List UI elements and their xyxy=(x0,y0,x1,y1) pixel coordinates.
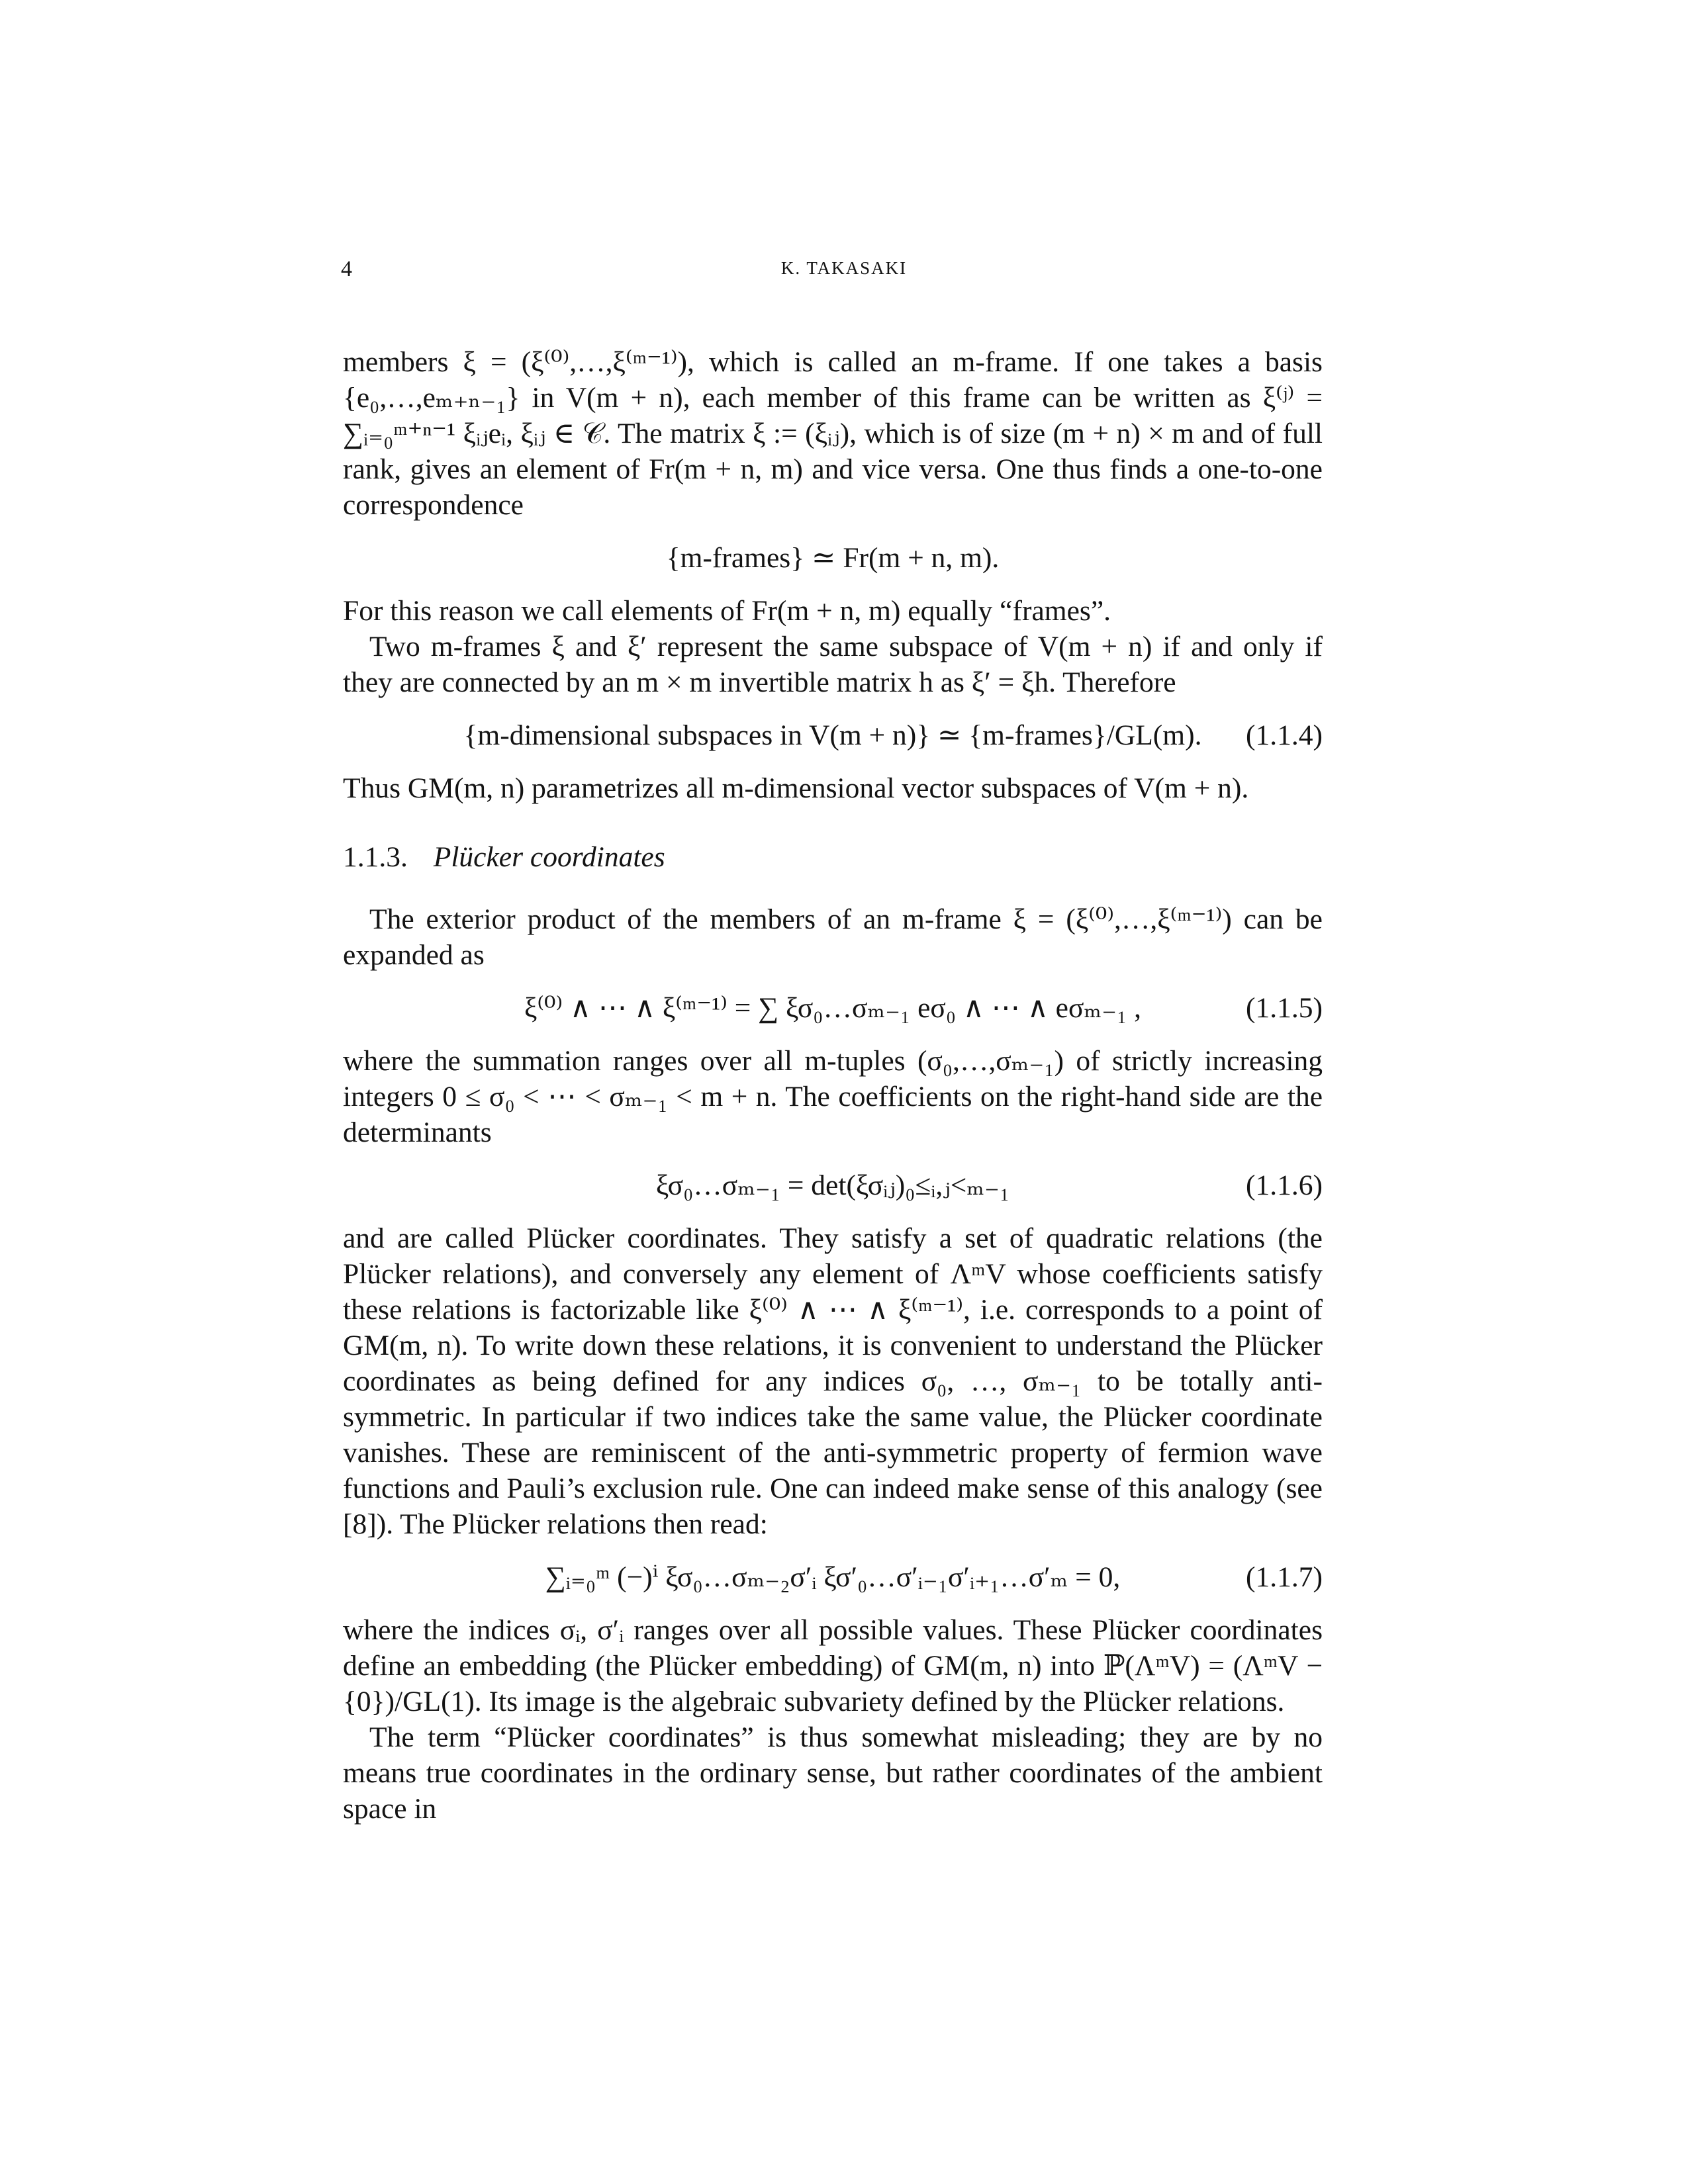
equation-frames-correspondence xyxy=(343,540,1323,576)
equation-body: ∑ᵢ₌₀ᵐ (−)ⁱ ξσ₀…σₘ₋₂σ′ᵢ ξσ′₀…σ′ᵢ₋₁σ′ᵢ₊₁…σ′ₘ = 0, xyxy=(545,1561,1121,1593)
section-heading xyxy=(343,839,1323,875)
body-text xyxy=(343,344,1323,1827)
paragraph-plucker-coordinates: and are called Plücker coordinates. They satisfy a set of quadratic relations (the Plücker relations), and conversely any element of ΛᵐV whose coefficients satisfy these relations is factorizable like ξ⁽⁰⁾ ∧ ⋯ ∧ ξ⁽ᵐ⁻¹⁾, i.e. corresponds to a point of GM(m, n). To write down these relations, it is convenient to understand the Plücker coordinates as being defined for any indices σ₀, …, σₘ₋₁ to be totally anti-symmetric. In particular if two indices take the same value, the Plücker coordinate vanishes. These are reminiscent of the anti-symmetric property of fermion wave functions and Pauli’s exclusion rule. One can indeed make sense of this analogy (see [8]). The Plücker relations then read: xyxy=(343,1222,1323,1540)
section-number: 1.1.3. xyxy=(343,841,408,873)
equation-body: ξσ₀…σₘ₋₁ = det(ξσᵢⱼ)₀≤ᵢ,ⱼ<ₘ₋₁ xyxy=(655,1169,1010,1201)
paragraph-subspace-equivalence: Two m-frames ξ and ξ′ represent the same subspace of V(m + n) if and only if they are connected by an m × m invertible matrix h as ξ′ = ξh. Therefore xyxy=(343,631,1323,698)
paragraph-frame-basis: members ξ = (ξ⁽⁰⁾,…,ξ⁽ᵐ⁻¹⁾), which is called an m-frame. If one takes a basis {e₀,…,eₘ₊ₙ₋₁} in V(m + n), each member of this frame can be written as ξ⁽ʲ⁾ = ∑ᵢ₌₀ᵐ⁺ⁿ⁻¹ ξᵢⱼeᵢ, ξᵢⱼ ∈ 𝒞. The matrix ξ := (ξᵢⱼ), which is of size (m + n) × m and of full rank, gives an element of Fr(m + n, m) and vice versa. One thus finds a one-to-one correspondence xyxy=(343,346,1323,521)
page-header xyxy=(0,257,1688,290)
equation-number: (1.1.7) xyxy=(1246,1561,1323,1593)
equation-number: (1.1.5) xyxy=(1246,992,1323,1024)
equation-1-1-4 xyxy=(343,717,1323,753)
section-title: Plücker coordinates xyxy=(433,841,665,873)
equation-number: (1.1.6) xyxy=(1246,1169,1323,1201)
running-head: K. TAKASAKI xyxy=(780,258,908,278)
paragraph-frames-name: For this reason we call elements of Fr(m + n, m) equally “frames”. xyxy=(343,595,1111,627)
page-number: 4 xyxy=(341,257,352,281)
equation-1-1-6 xyxy=(343,1167,1323,1203)
paragraph-plucker-embedding: where the indices σᵢ, σ′ᵢ ranges over all possible values. These Plücker coordinates define an embedding (the Plücker embedding) of GM(m, n) into ℙ(ΛᵐV) = (ΛᵐV − {0})/GL(1). Its image is the algebraic subvariety defined by the Plücker relations. xyxy=(343,1614,1323,1717)
equation-body: {m-dimensional subspaces in V(m + n)} ≃ {m-frames}/GL(m). xyxy=(463,719,1202,751)
equation-body: {m-frames} ≃ Fr(m + n, m). xyxy=(666,542,1000,574)
paragraph-misleading-term: The term “Plücker coordinates” is thus somewhat misleading; they are by no means true coordinates in the ordinary sense, but rather coordinates of the ambient space in xyxy=(343,1721,1323,1825)
equation-number: (1.1.4) xyxy=(1246,719,1323,751)
paragraph-gm-parametrizes: Thus GM(m, n) parametrizes all m-dimensional vector subspaces of V(m + n). xyxy=(343,772,1249,804)
equation-body: ξ⁽⁰⁾ ∧ ⋯ ∧ ξ⁽ᵐ⁻¹⁾ = ∑ ξσ₀…σₘ₋₁ eσ₀ ∧ ⋯ ∧ eσₘ₋₁ , xyxy=(524,992,1141,1024)
paragraph-exterior-product: The exterior product of the members of an m-frame ξ = (ξ⁽⁰⁾,…,ξ⁽ᵐ⁻¹⁾) can be expanded as xyxy=(343,903,1323,971)
equation-1-1-7 xyxy=(343,1559,1323,1595)
equation-1-1-5 xyxy=(343,990,1323,1026)
paragraph-summation-range: where the summation ranges over all m-tuples (σ₀,…,σₘ₋₁) of strictly increasing integers 0 ≤ σ₀ < ⋯ < σₘ₋₁ < m + n. The coefficients on the right-hand side are the determinants xyxy=(343,1045,1323,1148)
